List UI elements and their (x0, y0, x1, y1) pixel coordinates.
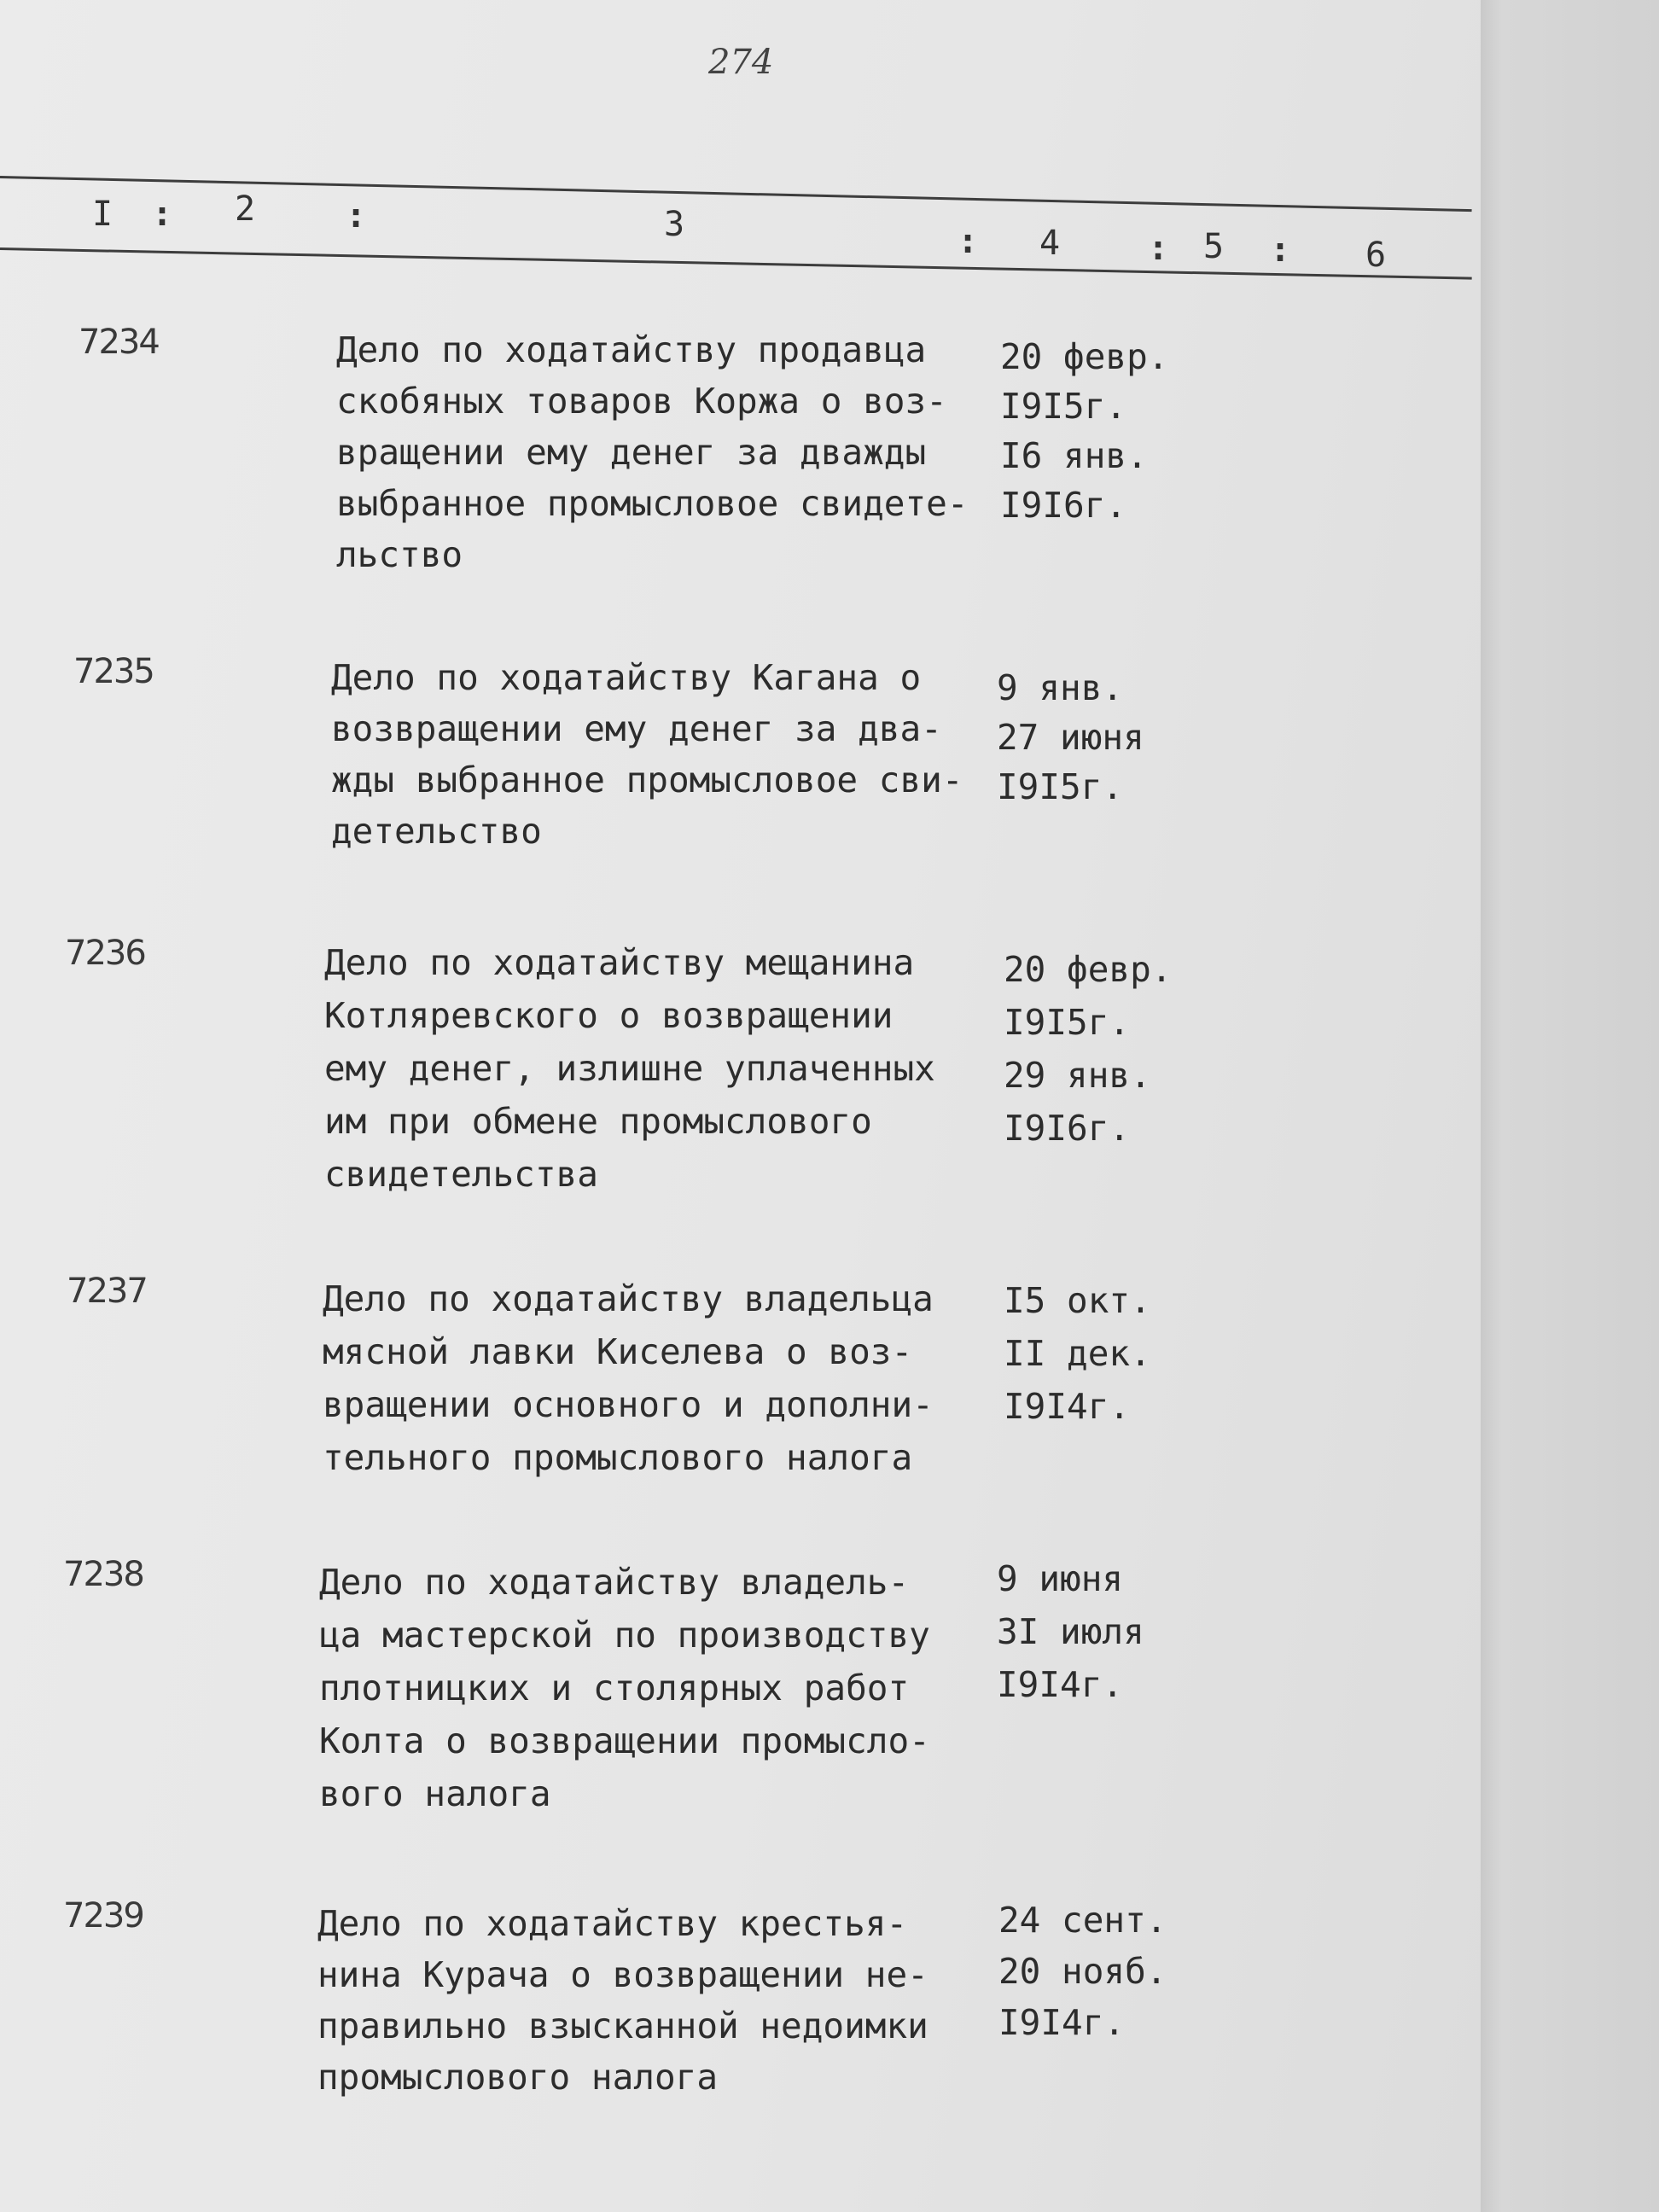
description-line: Дело по ходатайству владель- (319, 1562, 910, 1603)
description-line: Дело по ходатайству крестья- (317, 1903, 908, 1944)
entry-number: 7235 (73, 652, 154, 691)
description-line: свидетельства (324, 1154, 598, 1195)
date-line: II дек. (1004, 1333, 1151, 1374)
date-line: I9I6г. (1000, 485, 1127, 526)
description-line: промыслового налога (317, 2057, 718, 2098)
date-line: 24 сент. (998, 1900, 1167, 1941)
description-line: тельного промыслового налога (323, 1437, 913, 1478)
description-line: жды выбранное промысловое сви- (331, 760, 963, 800)
entry-number: 7238 (63, 1555, 143, 1594)
entry-number: 7234 (79, 323, 159, 362)
description-line: нина Курача о возвращении не- (317, 1954, 928, 1995)
column-separator: : (1148, 229, 1169, 268)
column-header-4: 4 (1039, 224, 1061, 263)
date-line: 9 янв. (997, 667, 1124, 708)
description-line: Дело по ходатайству Кагана о (331, 657, 922, 698)
description-line: выбранное промысловое свидете- (336, 483, 969, 524)
table-header-bottom-rule (0, 247, 1472, 280)
description-line: правильно взысканной недоимки (317, 2005, 928, 2046)
description-line: вращении основного и дополни- (323, 1384, 934, 1425)
column-header-1: I (92, 195, 114, 234)
column-separator: : (346, 196, 367, 236)
description-line: мясной лавки Киселева о воз- (323, 1331, 913, 1372)
date-line: I9I5г. (1000, 386, 1127, 427)
date-line: I6 янв. (1000, 435, 1148, 476)
date-line: I9I5г. (1004, 1002, 1131, 1043)
date-line: I5 окт. (1004, 1280, 1151, 1321)
description-line: Дело по ходатайству продавца (336, 329, 927, 370)
column-separator: : (152, 195, 173, 234)
date-line: I9I5г. (997, 766, 1124, 807)
page-number: 274 (708, 43, 774, 82)
description-line: вращении ему денег за дважды (336, 432, 927, 473)
date-line: 20 февр. (1000, 336, 1169, 377)
underlying-page-edge (1481, 0, 1659, 2212)
table-header-top-rule (0, 176, 1472, 212)
date-line: 20 февр. (1004, 949, 1173, 990)
entry-number: 7239 (63, 1896, 143, 1936)
column-header-2: 2 (235, 189, 256, 229)
entry-number: 7237 (67, 1272, 147, 1311)
description-line: им при обмене промыслового (324, 1101, 872, 1142)
entry-number: 7236 (65, 934, 145, 973)
date-line: I9I4г. (998, 2002, 1126, 2043)
description-line: льство (336, 534, 463, 575)
description-line: детельство (331, 811, 542, 852)
description-line: ему денег, излишне уплаченных (324, 1048, 935, 1089)
date-line: I9I6г. (1004, 1108, 1131, 1149)
column-header-3: 3 (664, 205, 685, 244)
column-separator: : (958, 222, 979, 261)
description-line: ца мастерской по производству (319, 1615, 930, 1656)
description-line: вого налога (319, 1773, 551, 1814)
column-header-5: 5 (1203, 227, 1225, 266)
description-line: плотницких и столярных работ (319, 1668, 910, 1708)
description-line: скобяных товаров Коржа о воз- (336, 381, 947, 422)
description-line: Дело по ходатайству владельца (323, 1278, 934, 1319)
column-header-6: 6 (1365, 236, 1387, 275)
date-line: 3I июля (997, 1611, 1144, 1652)
description-line: Котляревского о возвращении (324, 995, 894, 1036)
date-line: 27 июня (997, 717, 1144, 758)
date-line: 29 янв. (1004, 1055, 1151, 1096)
description-line: Колта о возвращении промысло- (319, 1720, 930, 1761)
date-line: 9 июня (997, 1558, 1124, 1599)
column-separator: : (1270, 230, 1291, 270)
date-line: I9I4г. (997, 1664, 1124, 1705)
date-line: 20 нояб. (998, 1951, 1167, 1992)
date-line: I9I4г. (1004, 1386, 1131, 1427)
description-line: Дело по ходатайству мещанина (324, 942, 915, 983)
description-line: возвращении ему денег за два- (331, 708, 942, 749)
